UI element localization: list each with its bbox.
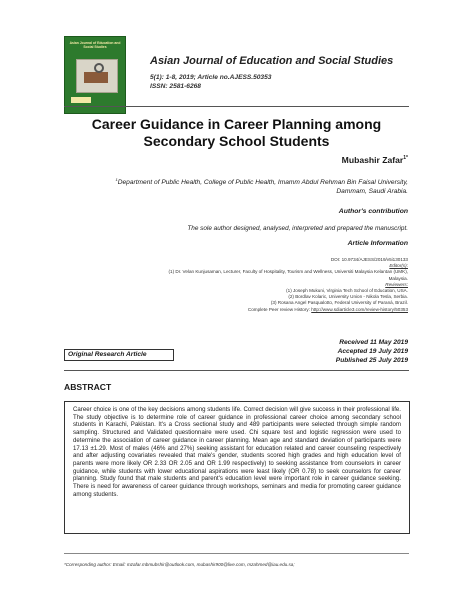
book-icon <box>84 72 108 83</box>
cover-badge <box>71 97 91 103</box>
doi: DOI: 10.9734/AJESS/2019/v5i130133 <box>330 257 408 262</box>
contribution-heading: Author's contribution <box>338 208 408 215</box>
author-sup: 1* <box>403 155 408 162</box>
info-divider <box>64 370 409 371</box>
affil-line-1: Department of Public Health, College of Public Health, Imamm Abdul Rehman Bin Faisal University, <box>117 179 408 187</box>
journal-cover-image <box>64 36 126 114</box>
affil-line-2: Dammam, Saudi Arabia. <box>336 187 408 195</box>
editor-location: Malaysia. <box>388 275 408 281</box>
article-info <box>68 257 408 313</box>
reviewer-1: (1) Joseph Mukuni, Virginia Tech School of Education, USA. <box>286 288 408 294</box>
history-link[interactable]: http://www.sdiarticle3.com/review-history/50353 <box>311 306 408 312</box>
peer-review-history <box>68 307 408 313</box>
title-line-1: Career Guidance in Career Planning among <box>91 116 382 132</box>
journal-meta <box>150 73 393 91</box>
article-dates <box>336 338 408 365</box>
affiliation <box>78 176 408 197</box>
reviewer-2: (2) Bordlav Kolaric, University Union - Nikola Tesla, Serbia. <box>288 294 408 300</box>
reviewers-label: Reviewers: <box>385 281 408 287</box>
issn-line: ISSN: 2581-6268 <box>150 83 201 90</box>
header-divider <box>64 106 409 107</box>
article-type-badge: Original Research Article <box>64 349 174 361</box>
author-text: Mubashir Zafar <box>341 155 404 165</box>
reviewer-3: (3) Rosana Angel Pasqualotto, Federal University of Paraná, Brazil. <box>270 300 408 306</box>
title-line-2: Secondary School Students <box>143 133 330 149</box>
corresponding-author-footnote: *Corresponding author: Email: mzafar.mbmubshir@outlook.com, mubashir900@live.com, mzahmed@iau.edu.sa; <box>64 562 295 567</box>
info-heading: Article Information <box>347 240 408 247</box>
footnote-divider <box>64 553 409 554</box>
cover-illustration <box>76 59 118 93</box>
published-date: Published 25 July 2019 <box>335 357 408 364</box>
article-title <box>64 116 409 150</box>
contribution-text: The sole author designed, analysed, interpreted and prepared the manuscript. <box>187 225 408 232</box>
cover-title: Asian Journal of Education and Social Studies <box>69 41 121 50</box>
editor-label: Editor(s): <box>389 263 408 269</box>
journal-name: Asian Journal of Education and Social Studies <box>150 55 394 67</box>
accepted-date: Accepted 19 July 2019 <box>337 348 408 355</box>
affil-sup: 1 <box>115 177 118 182</box>
abstract-heading: ABSTRACT <box>64 382 112 392</box>
history-label: Complete Peer review History: <box>247 306 310 312</box>
editor: (1) Dr. Velan Kunjusaman, Lecturer, Faculty of Hospitality, Tourism and Wellness, Universiti Malaysia Kelantan (UMK), <box>168 269 408 275</box>
abstract-text: Career choice is one of the key decisions among students life. Correct decision will give success in their professional life. The study objective is to determine role of career guidance in professional career choice among secondary school students in Karachi, Pakistan. It's a Cross sectional study and 489 participants were selected through simple random sampling. Structured and Validated questionnaire were used. Chi square test and logistic regression were used to determine the association of career guidance in career planning. Mean age and standard deviation of participants were 17.13 ±1.29. Most of males (46% and 27%) seeking assistant for education related and career counseling respectively and after adjusting covariates revealed that male's gender, students scored high grades and high education level of parents were more likely OR 2.33 OR 2.05 and OR 1.99 respectively) to seeking assistance from counselors in career guidance, while students with lower educational aspirations were least likely (OR 0.78) to seek counselors for career planning. Study found that male students and parent's education level were important role in career guidance seeking. There is need for awareness of career guidance through workshops, seminars and media for promoting career guidance among students. <box>73 406 401 498</box>
magnifier-icon <box>94 63 104 73</box>
abstract-box <box>64 401 410 534</box>
author-name <box>342 155 408 165</box>
received-date: Received 11 May 2019 <box>339 339 408 346</box>
journal-header <box>150 55 393 91</box>
volume-line: 5(1): 1-8, 2019; Article no.AJESS.50353 <box>150 74 272 81</box>
